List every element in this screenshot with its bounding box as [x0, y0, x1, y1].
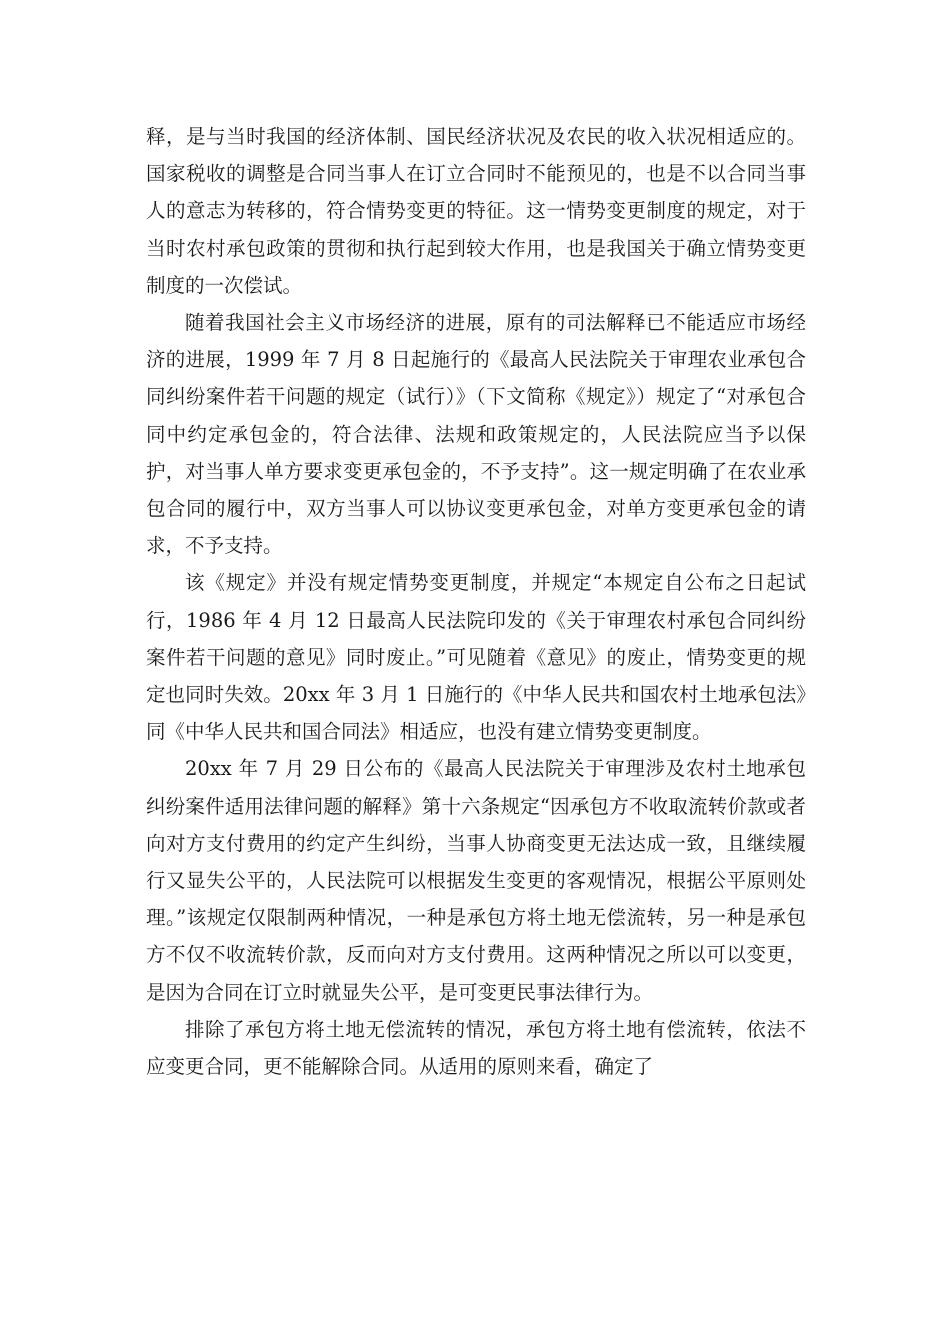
paragraph-1: 释，是与当时我国的经济体制、国民经济状况及农民的收入状况相适应的。 国家税收的调整是合同当事人在订立合同时不能预见的，也是不以合同当事人的意志为转移的，符合情势变更的特征。这一情势变更制度的规定，对于当时农村承包政策的贯彻和执行起到较大作用，也是我国关于确立情势变更制度的一次偿试。	[146, 125, 806, 297]
paragraph-2: 随着我国社会主义市场经济的进展，原有的司法解释已不能适应市场经济的进展，1999 年 7 月 8 日起施行的《最高人民法院关于审理农业承包合同纠纷案件若干问题的规定（试行）》（下文简称《规定》）规定了“对承包合同中约定承包金的，符合法律、法规和政策规定的，人民法院应当予以保护，对当事人单方要求变更承包金的，不予支持”。这一规定明确了在农业承包合同的履行中，双方当事人可以协议变更承包金，对单方变更承包金的请求，不予支持。	[146, 311, 806, 558]
paragraph-4: 20xx 年 7 月 29 日公布的《最高人民法院关于审理涉及农村土地承包纠纷案件适用法律问题的解释》第十六条规定“因承包方不收取流转价款或者向对方支付费用的约定产生纠纷，当事人协商变更无法达成一致，且继续履行又显失公平的，人民法院可以根据发生变更的客观情况，根据公平原则处理。”该规定仅限制两种情况，一种是承包方将土地无偿流转，另一种是承包方不仅不收流转价款，反而向对方支付费用。这两种情况之所以可以变更，是因为合同在订立时就显失公平，是可变更民事法律行为。	[146, 757, 806, 1004]
paragraph-3: 该《规定》并没有规定情势变更制度，并规定“本规定自公布之日起试行，1986 年 4 月 12 日最高人民法院印发的《关于审理农村承包合同纠纷案件若干问题的意见》同时废止。”可见随着《意见》的废止，情势变更的规定也同时失效。20xx 年 3 月 1 日施行的《中华人民共和国农村土地承包法》同《中华人民共和国合同法》相适应，也没有建立情势变更制度。	[146, 571, 806, 744]
document-body	[146, 118, 806, 1085]
paragraph-5: 排除了承包方将土地无偿流转的情况，承包方将土地有偿流转，依法不应变更合同，更不能解除合同。从适用的原则来看，确定了	[146, 1017, 806, 1079]
